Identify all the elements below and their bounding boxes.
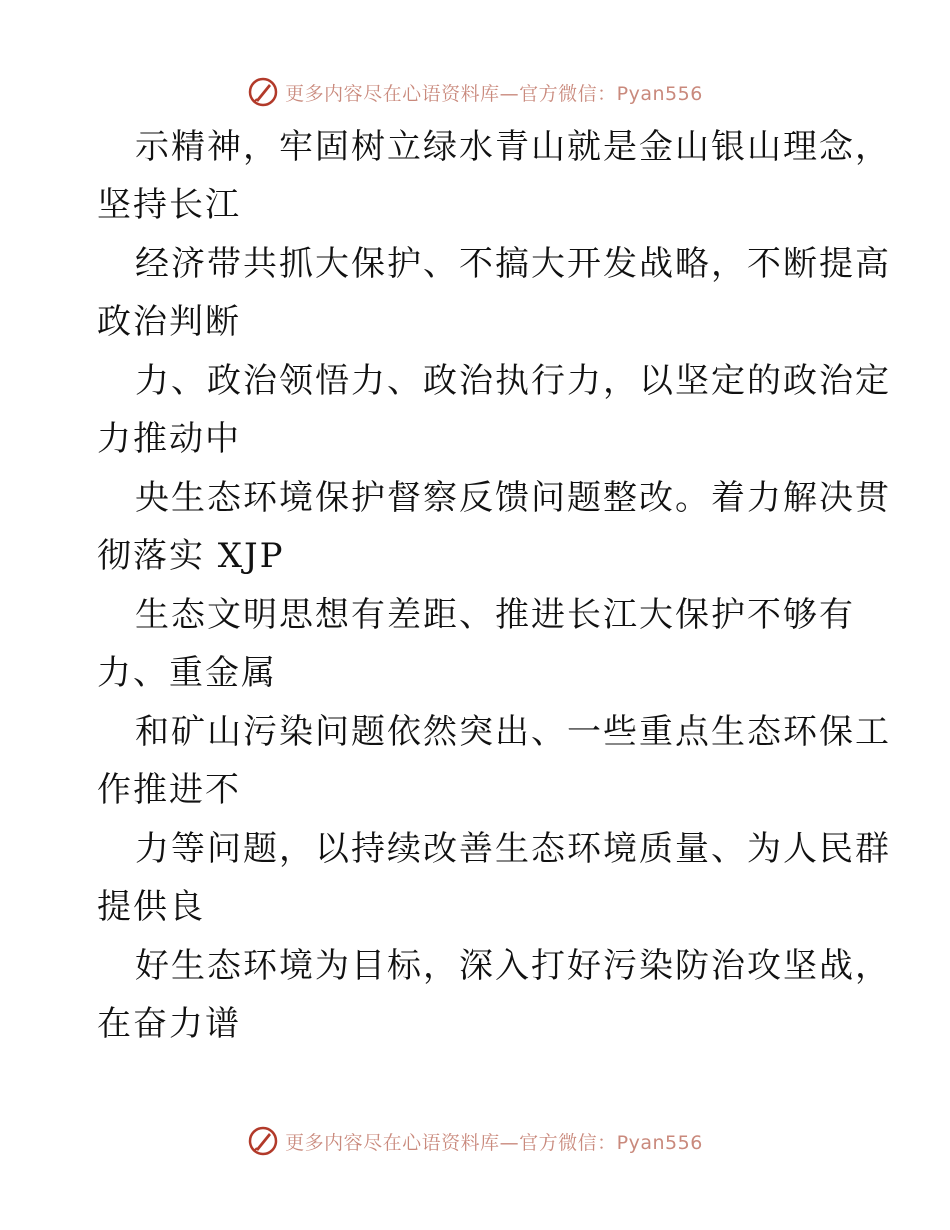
paragraph-line-continuation: 力、重金属	[97, 653, 277, 693]
paragraph-line-continuation: 坚持长江	[97, 185, 241, 225]
paragraph-line-continuation: 在奋力谱	[97, 1004, 241, 1044]
paragraph	[97, 703, 891, 820]
paragraph-line: 力等问题，以持续改善生态环境质量、为人民群	[135, 829, 891, 869]
quill-logo-icon	[247, 1125, 279, 1157]
paragraph-line-continuation: 政治判断	[97, 302, 241, 342]
paragraph	[97, 937, 891, 1054]
quill-logo-icon	[247, 76, 279, 108]
paragraph-line: 和矿山污染问题依然突出、一些重点生态环保工	[135, 712, 891, 752]
paragraph	[97, 469, 891, 586]
paragraph	[97, 586, 857, 703]
paragraph-line: 央生态环境保护督察反馈问题整改。着力解决贯	[135, 478, 891, 518]
header-watermark	[0, 72, 950, 112]
paragraph-line: 好生态环境为目标，深入打好污染防治攻坚战，	[135, 946, 891, 986]
watermark-text: 更多内容尽在心语资料库—官方微信：Pyan556	[285, 1131, 703, 1154]
paragraph-line: 生态文明思想有差距、推进长江大保护不够有	[135, 595, 855, 635]
paragraph-line-continuation: 力推动中	[97, 419, 241, 459]
paragraph-line: 示精神，牢固树立绿水青山就是金山银山理念，	[135, 127, 891, 167]
paragraph	[97, 820, 891, 937]
paragraph	[97, 235, 891, 352]
paragraph-line: 经济带共抓大保护、不搞大开发战略，不断提高	[135, 244, 891, 284]
watermark-text: 更多内容尽在心语资料库—官方微信：Pyan556	[285, 82, 703, 105]
paragraph-line-continuation: 提供良	[97, 887, 205, 927]
document-body	[97, 118, 891, 1054]
paragraph-line: 力、政治领悟力、政治执行力，以坚定的政治定	[135, 361, 891, 401]
paragraph	[97, 118, 891, 235]
paragraph-line-continuation: 彻落实 XJP	[97, 536, 285, 576]
paragraph	[97, 352, 891, 469]
footer-watermark	[0, 1121, 950, 1161]
paragraph-line-continuation: 作推进不	[97, 770, 241, 810]
